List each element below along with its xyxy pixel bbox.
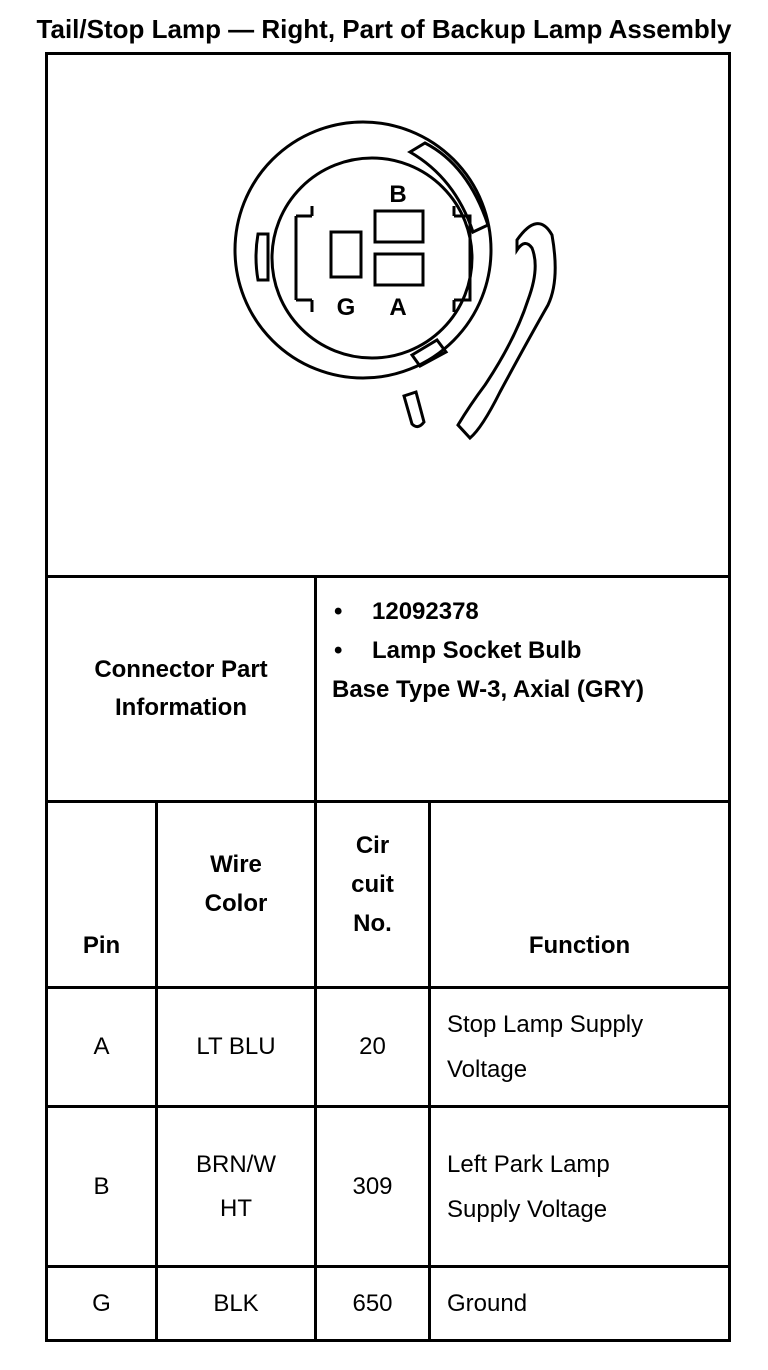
pin-label-a: A [389,294,407,321]
table-row-g-wire: BLK [213,1289,259,1317]
connector-face-diagram [220,115,570,455]
header-cuit-label: cuit [351,870,394,898]
connector-part-info-label: Connector Part Information [94,656,268,721]
header-circuit-no [317,803,428,985]
table-row-b-function [431,1108,728,1265]
part-number: 12092378 [372,598,479,625]
header-wire-color [158,803,314,985]
function-line: Stop Lamp Supply [447,1011,644,1038]
table-row-g-function: Ground [447,1290,528,1317]
page-title: Tail/Stop Lamp — Right, Part of Backup Lamp Assembly [36,14,732,44]
function-line: Left Park Lamp [447,1150,610,1178]
table-row-g-circuit: 650 [352,1289,393,1317]
bulb-base-type: Base Type W-3, Axial (GRY) [332,676,645,703]
terminal-b [375,211,423,242]
connector-part-info-values [318,592,728,709]
table-row-g-pin: G [92,1289,111,1317]
bottom-key [404,392,424,427]
header-function [431,803,728,985]
header-cir-label: Cir [355,831,390,859]
header-no-label: No. [353,909,392,937]
cavity-outline [296,206,470,312]
header-wire-label: Wire [210,851,262,878]
table-row-a-circuit: 20 [359,1033,386,1060]
bulb-type-item: • Lamp Socket Bulb [334,637,582,664]
pin-label-g: G [336,294,356,321]
table-row-a-wire: LT BLU [196,1033,276,1060]
header-pin-label: Pin [82,932,121,959]
table-row-b-circuit: 309 [352,1172,393,1200]
table-row-a-pin: A [93,1033,110,1060]
table-row-a-function [431,989,728,1105]
function-line: Voltage [447,1056,528,1083]
table-row-b-wire [158,1108,314,1265]
part-number-item: • 12092378 [334,598,479,625]
bulb-type: Lamp Socket Bulb [372,637,582,664]
wire-line: HT [220,1194,252,1222]
connector-inner-ring [272,158,472,358]
left-tab [256,234,268,280]
wire-line: BRN/W [196,1150,276,1178]
function-line: Supply Voltage [447,1195,608,1223]
table-row-b-pin: B [93,1172,110,1200]
terminal-a [375,254,423,285]
header-color-label: Color [204,890,268,917]
pin-label-b: B [389,181,407,208]
header-function-label: Function [528,932,631,959]
terminal-g [331,232,361,277]
header-pin [48,803,155,985]
